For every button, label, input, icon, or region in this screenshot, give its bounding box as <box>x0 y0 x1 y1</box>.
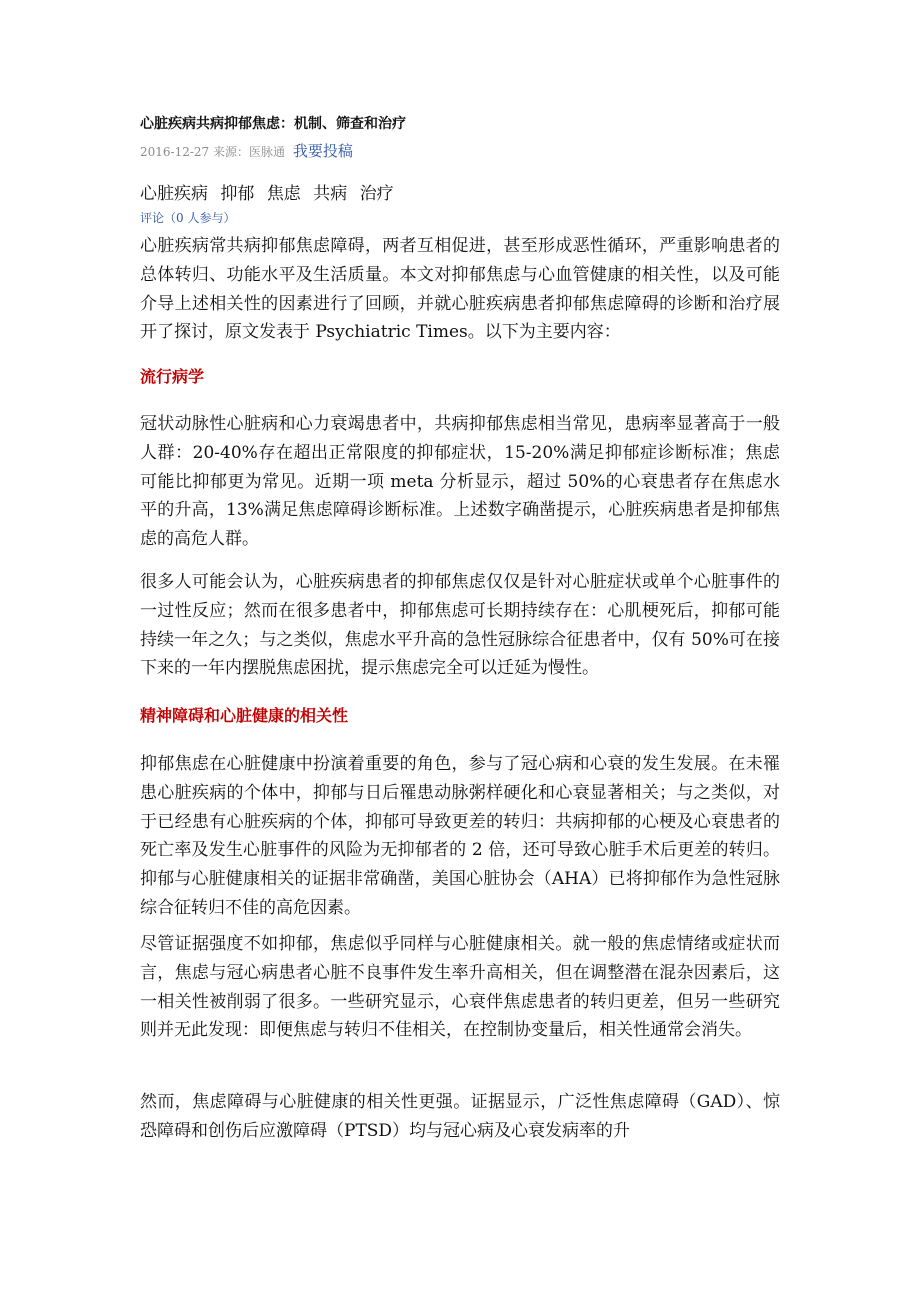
paragraph: 很多人可能会认为，心脏疾病患者的抑郁焦虑仅仅是针对心脏症状或单个心脏事件的一过性反应；然而在很多患者中，抑郁焦虑可长期持续存在：心肌梗死后，抑郁可能持续一年之久；与之类似，焦虑水平升高的急性冠脉综合征患者中，仅有 50%可在接下来的一年内摆脱焦虑困扰，提示焦虑完全可以迁延为慢性。 <box>140 572 780 679</box>
tag[interactable]: 心脏疾病 <box>140 184 208 204</box>
intro-paragraph: 心脏疾病常共病抑郁焦虑障碍，两者互相促进，甚至形成恶性循环，严重影响患者的总体转归、功能水平及生活质量。本文对抑郁焦虑与心血管健康的相关性，以及可能介导上述相关性的因素进行了回顾，并就心脏疾病患者抑郁焦虑障碍的诊断和治疗展开了探讨，原文发表于 Psychiatric Times。以下为主要内容： <box>140 236 780 343</box>
section-heading-epidemiology: 流行病学 <box>140 367 205 386</box>
paragraph: 然而，焦虑障碍与心脏健康的相关性更强。证据显示，广泛性焦虑障碍（GAD）、惊恐障碍和创伤后应激障碍（PTSD）均与冠心病及心衰发病率的升 <box>140 1092 780 1141</box>
tag-list <box>140 181 401 207</box>
submit-article-link[interactable]: 我要投稿 <box>292 142 353 160</box>
article-meta <box>140 141 353 162</box>
tag[interactable]: 治疗 <box>359 184 394 204</box>
article-title: 心脏疾病共病抑郁焦虑：机制、筛查和治疗 <box>140 116 406 132</box>
paragraph: 冠状动脉性心脏病和心力衰竭患者中，共病抑郁焦虑相当常见，患病率显著高于一般人群：20-40%存在超出正常限度的抑郁症状，15-20%满足抑郁症诊断标准；焦虑可能比抑郁更为常见。近期一项 meta 分析显示，超过 50%的心衰患者存在焦虑水平的升高，13%满足焦虑障碍诊断标准。上述数字确凿提示，心脏疾病患者是抑郁焦虑的高危人群。 <box>140 414 780 550</box>
tag[interactable]: 焦虑 <box>266 184 301 204</box>
date-source: 2016-12-27 来源：医脉通 <box>140 145 286 159</box>
tag[interactable]: 抑郁 <box>220 184 255 204</box>
tag[interactable]: 共病 <box>313 184 348 204</box>
section-heading-correlation: 精神障碍和心脏健康的相关性 <box>140 706 349 725</box>
paragraph: 尽管证据强度不如抑郁，焦虑似乎同样与心脏健康相关。就一般的焦虑情绪或症状而言，焦虑与冠心病患者心脏不良事件发生率升高相关，但在调整潜在混杂因素后，这一相关性被削弱了很多。一些研究显示，心衰伴焦虑患者的转归更差，但另一些研究则并无此发现：即便焦虑与转归不佳相关，在控制协变量后，相关性通常会消失。 <box>140 934 780 1041</box>
paragraph: 抑郁焦虑在心脏健康中扮演着重要的角色，参与了冠心病和心衰的发生发展。在未罹患心脏疾病的个体中，抑郁与日后罹患动脉粥样硬化和心衰显著相关；与之类似，对于已经患有心脏疾病的个体，抑郁可导致更差的转归：共病抑郁的心梗及心衰患者的死亡率及发生心脏事件的风险为无抑郁者的 2 倍，还可导致心脏手术后更差的转归。抑郁与心脏健康相关的证据非常确凿，美国心脏协会（AHA）已将抑郁作为急性冠脉综合征转归不佳的高危因素。 <box>140 754 780 918</box>
comments-link[interactable]: 评论（0 人参与） <box>140 211 236 225</box>
